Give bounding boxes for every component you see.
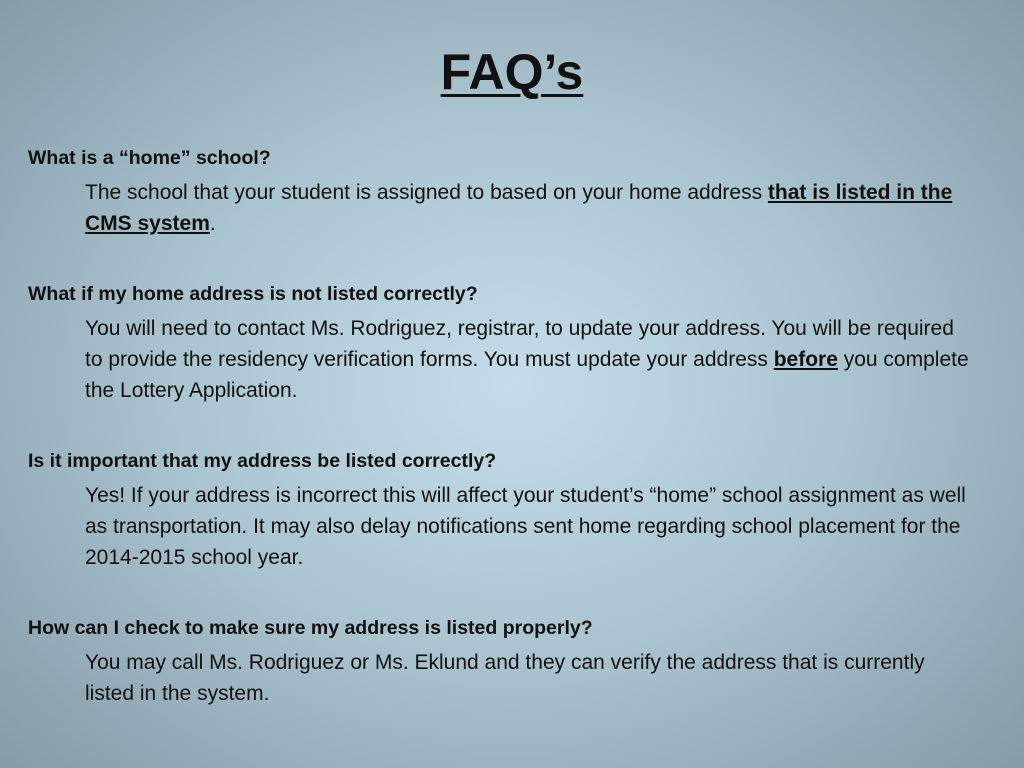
faq-list	[28, 143, 988, 749]
answer-text: You may call Ms. Rodriguez or Ms. Eklund and they can verify the address that is currently listed in the system.	[85, 651, 925, 705]
slide-title-text: FAQ’s	[440, 44, 584, 100]
faq-question: What if my home address is not listed correctly?	[28, 283, 478, 305]
slide-title	[0, 44, 1024, 102]
faq-answer	[85, 177, 975, 239]
faq-item-address-incorrect	[28, 279, 988, 406]
answer-emphasis: before	[773, 348, 838, 371]
faq-item-address-importance	[28, 446, 988, 573]
faq-question: How can I check to make sure my address is listed properly?	[28, 617, 593, 639]
faq-answer	[85, 647, 975, 709]
faq-item-home-school	[28, 143, 988, 239]
answer-emphasis: that is listed in the CMS system	[85, 181, 953, 235]
answer-text: you complete the Lottery Application.	[85, 348, 969, 402]
answer-text: You will need to contact Ms. Rodriguez, registrar, to update your address. You will be required to provide the residency verification forms. You must update your address	[85, 317, 954, 371]
faq-question: What is a “home” school?	[28, 147, 271, 169]
faq-answer	[85, 313, 975, 406]
faq-answer	[85, 480, 975, 573]
faq-item-check-address	[28, 613, 988, 709]
answer-text: The school that your student is assigned to based on your home address	[85, 181, 768, 204]
faq-question: Is it important that my address be listed correctly?	[28, 450, 497, 472]
answer-text: .	[209, 212, 216, 235]
answer-text: Yes! If your address is incorrect this will affect your student’s “home” school assignment as well as transportation. It may also delay notifications sent home regarding school placement for the 2014-2015 school year.	[85, 484, 966, 569]
